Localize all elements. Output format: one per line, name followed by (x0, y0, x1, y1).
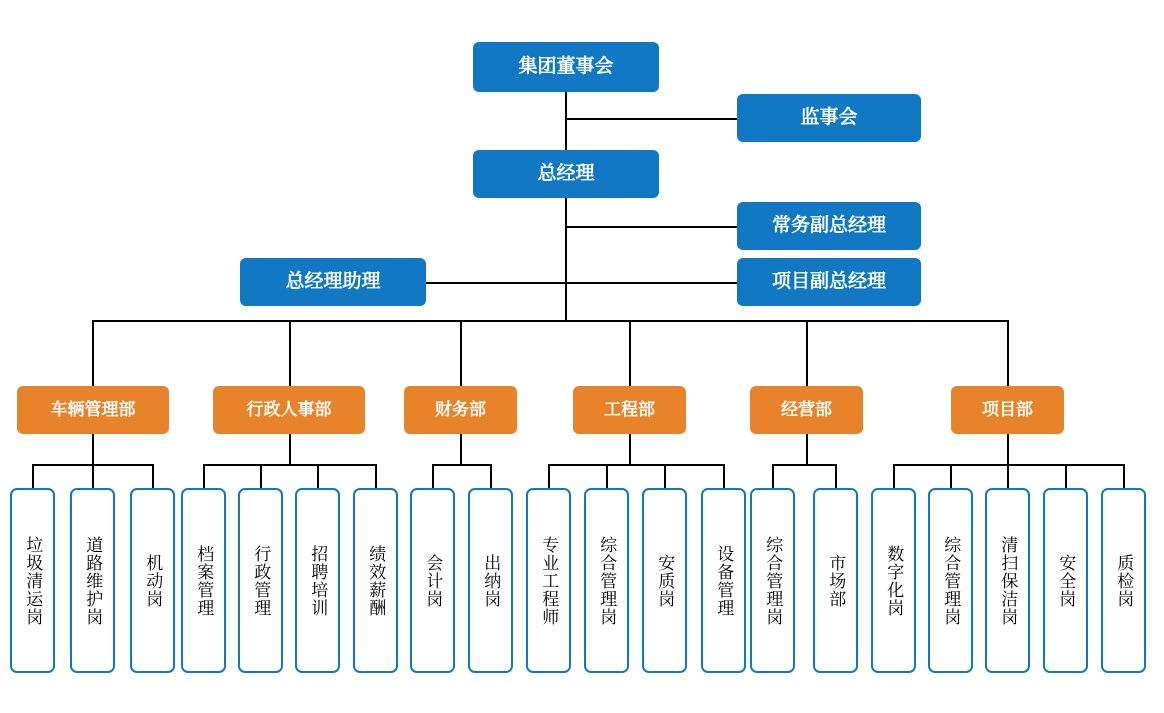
leaf-position-8[interactable]: 会计岗 (410, 488, 455, 673)
node-gm-assistant[interactable]: 总经理助理 (240, 258, 426, 306)
leaf-position-7[interactable]: 绩效薪酬 (353, 488, 398, 673)
leafdrop-9 (490, 464, 492, 488)
leafdrop-20 (1123, 464, 1125, 488)
dept-drop-finance (460, 320, 462, 386)
leaf-position-14[interactable]: 综合管理岗 (750, 488, 795, 673)
leafdrop-5 (260, 464, 262, 488)
node-project-vice-president[interactable]: 项目副总经理 (737, 258, 921, 306)
node-dept-admin-hr[interactable]: 行政人事部 (213, 386, 365, 434)
leafdrop-6 (317, 464, 319, 488)
leafdrop-11 (606, 464, 608, 488)
node-board[interactable]: 集团董事会 (473, 42, 659, 92)
leaf-position-9[interactable]: 出纳岗 (468, 488, 513, 673)
connector-to-exec-vp (565, 226, 737, 228)
leafdrop-15 (835, 464, 837, 488)
leaf-position-18[interactable]: 清扫保洁岗 (985, 488, 1030, 673)
leaf-position-11[interactable]: 综合管理岗 (584, 488, 629, 673)
dept-drop-operations (806, 320, 808, 386)
connector-to-gm-assistant (425, 282, 565, 284)
connector-to-project-vp (565, 282, 737, 284)
connector-board-to-gm (565, 92, 567, 150)
node-dept-operations[interactable]: 经营部 (750, 386, 863, 434)
leafdrop-17 (950, 464, 952, 488)
node-dept-vehicle[interactable]: 车辆管理部 (17, 386, 169, 434)
subbus-admin (203, 464, 375, 466)
leafdrop-8 (432, 464, 434, 488)
subdrop-operations (806, 434, 808, 464)
leaf-position-17[interactable]: 综合管理岗 (928, 488, 973, 673)
node-executive-vice-president[interactable]: 常务副总经理 (737, 202, 921, 250)
leafdrop-2 (92, 464, 94, 488)
subbus-finance (432, 464, 490, 466)
leaf-position-4[interactable]: 档案管理 (181, 488, 226, 673)
leafdrop-19 (1065, 464, 1067, 488)
leaf-position-5[interactable]: 行政管理 (238, 488, 283, 673)
leafdrop-12 (664, 464, 666, 488)
leafdrop-10 (548, 464, 550, 488)
node-dept-engineering[interactable]: 工程部 (573, 386, 686, 434)
subdrop-engineering (629, 434, 631, 464)
leafdrop-4 (203, 464, 205, 488)
subdrop-finance (460, 434, 462, 464)
connector-to-supervisory (565, 118, 737, 120)
leaf-position-6[interactable]: 招聘培训 (295, 488, 340, 673)
dept-drop-engineering (629, 320, 631, 386)
dept-drop-admin (289, 320, 291, 386)
subbus-engineering (548, 464, 723, 466)
connector-gm-down (565, 198, 567, 322)
leafdrop-7 (375, 464, 377, 488)
leafdrop-14 (772, 464, 774, 488)
subbus-operations (772, 464, 835, 466)
node-general-manager[interactable]: 总经理 (473, 150, 659, 198)
leaf-position-19[interactable]: 安全岗 (1043, 488, 1088, 673)
node-dept-project[interactable]: 项目部 (951, 386, 1064, 434)
leaf-position-13[interactable]: 设备管理 (701, 488, 746, 673)
leaf-position-20[interactable]: 质检岗 (1101, 488, 1146, 673)
leafdrop-16 (893, 464, 895, 488)
dept-drop-vehicle (92, 320, 94, 386)
leaf-position-1[interactable]: 垃圾清运岗 (10, 488, 55, 673)
node-supervisory[interactable]: 监事会 (737, 94, 921, 142)
leaf-position-16[interactable]: 数字化岗 (871, 488, 916, 673)
leafdrop-1 (32, 464, 34, 488)
leaf-position-12[interactable]: 安质岗 (642, 488, 687, 673)
leafdrop-3 (152, 464, 154, 488)
leaf-position-15[interactable]: 市场部 (813, 488, 858, 673)
subdrop-admin (289, 434, 291, 464)
subdrop-project (1007, 434, 1009, 464)
leaf-position-2[interactable]: 道路维护岗 (70, 488, 115, 673)
leaf-position-3[interactable]: 机动岗 (130, 488, 175, 673)
department-bus (92, 320, 1008, 322)
node-dept-finance[interactable]: 财务部 (404, 386, 517, 434)
leafdrop-13 (723, 464, 725, 488)
dept-drop-project (1007, 320, 1009, 386)
subdrop-vehicle (92, 434, 94, 464)
leafdrop-18 (1007, 464, 1009, 488)
leaf-position-10[interactable]: 专业工程师 (526, 488, 571, 673)
